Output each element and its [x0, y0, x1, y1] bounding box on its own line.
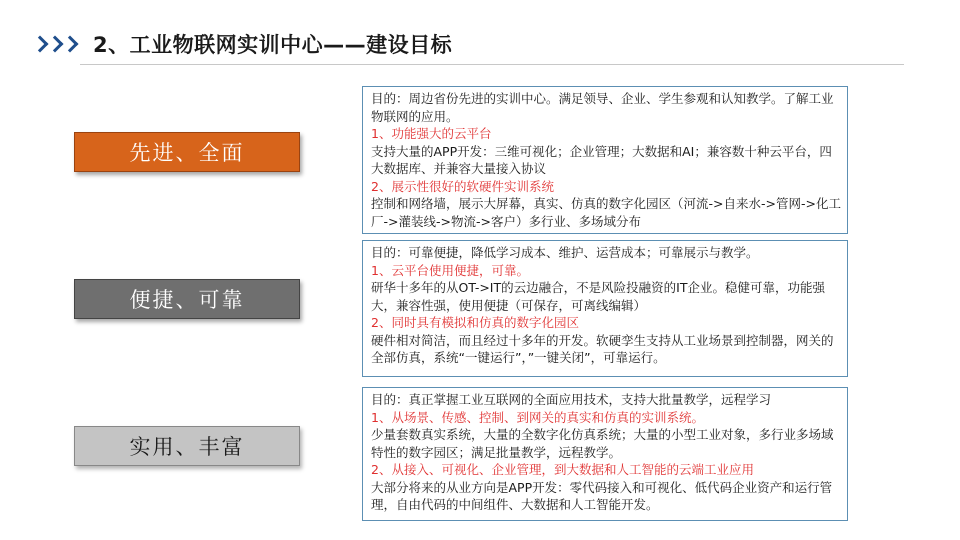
section-box-practical [362, 387, 848, 521]
triple-chevron-icon [34, 38, 79, 50]
line-heading: 1、从场景、传感、控制、到网关的真实和仿真的实训系统。 [371, 409, 704, 425]
line-heading: 2、同时具有模拟和仿真的数字化园区 [371, 315, 579, 330]
line-heading: 1、云平台使用便捷，可靠。 [371, 262, 529, 278]
section-box-advanced [362, 86, 848, 234]
line-heading: 2、从接入、可视化、企业管理，到大数据和人工智能的云端工业应用 [371, 462, 754, 477]
section-box-convenient [362, 240, 848, 377]
label-convenient-reliable: 便捷、可靠 [74, 279, 300, 319]
label-advanced-comprehensive: 先进、全面 [74, 132, 300, 172]
line-detail: 少量套数真实系统，大量的全数字化仿真系统；大量的小型工业对象，多行业多场域特性的数字园区；满足批量教学，远程教学。 [371, 427, 834, 460]
line-heading: 1、功能强大的云平台 [371, 126, 492, 141]
slide-title: 2、工业物联网实训中心——建设目标 [93, 33, 453, 57]
line-detail: 研华十多年的从OT->IT的云边融合，不是风险投融资的IT企业。稳健可靠，功能强大，兼容性强，使用便捷（可保存，可离线编辑） [371, 280, 825, 313]
label-practical-rich: 实用、丰富 [74, 426, 300, 466]
header-divider [80, 64, 904, 65]
line-purpose: 目的：可靠便捷，降低学习成本、维护、运营成本；可靠展示与教学。 [371, 245, 759, 260]
line-purpose: 目的：周边省份先进的实训中心。满足领导、企业、学生参观和认知教学。了解工业物联网的应用。 [371, 91, 834, 124]
line-detail: 大部分将来的从业方向是APP开发：零代码接入和可视化、低代码企业资产和运行管理，自由代码的中间组件、大数据和人工智能开发。 [371, 479, 833, 512]
line-detail: 硬件相对简洁，而且经过十多年的开发。软硬孪生支持从工业场景到控制器，网关的全部仿真，系统“一键运行”，”一键关闭”，可靠运行。 [371, 332, 834, 365]
line-heading: 2、展示性很好的软硬件实训系统 [371, 178, 554, 194]
slide-header [34, 26, 452, 62]
line-detail: 支持大量的APP开发：三维可视化；企业管理；大数据和AI；兼容数十种云平台，四大数据库、并兼容大量接入协议 [371, 143, 832, 176]
line-purpose: 目的：真正掌握工业互联网的全面应用技术，支持大批量教学，远程学习 [371, 392, 772, 407]
line-detail: 控制和网络墙，展示大屏幕，真实、仿真的数字化园区（河流->自来水->管网->化工厂->灌装线->物流->客户）多行业、多场域分布 [371, 196, 841, 229]
